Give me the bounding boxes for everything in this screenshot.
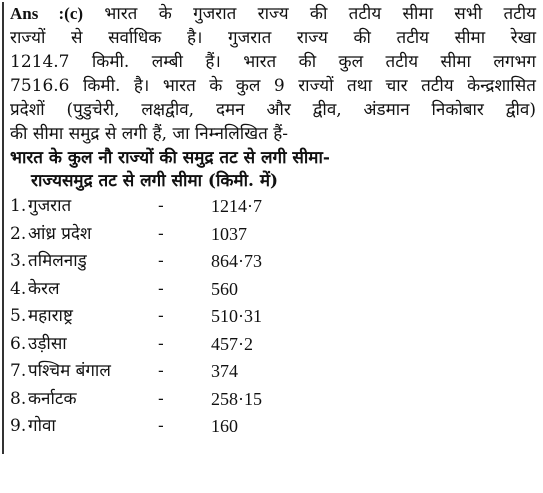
section-heading: भारत के कुल नौ राज्यों की समुद्र तट से लगी सीमा- <box>10 148 330 168</box>
table-row <box>10 248 536 276</box>
row-dash: - <box>158 223 164 244</box>
coastline-value: 160 <box>211 416 238 436</box>
answer-line-text: भारत के गुजरात राज्य की तटीय सीमा सभी तटीय <box>104 4 536 24</box>
left-margin-rule <box>2 2 4 454</box>
coastline-value: 374 <box>211 361 238 381</box>
answer-line <box>10 2 536 26</box>
coastline-value: 258·15 <box>211 388 262 409</box>
answer-line: प्रदेशों (पुडुचेरी, लक्षद्वीव, दमन और द्वीव, अंडमान निकोबार द्वीव) <box>10 100 536 120</box>
row-dash: - <box>158 388 164 409</box>
row-number: 3. <box>10 251 27 271</box>
coastline-value: 1037 <box>211 223 247 244</box>
state-name: केरल <box>28 278 60 299</box>
answer-line: 1214.7 किमी. लम्बी हैं। भारत की कुल तटीय सीमा लगभग <box>10 52 536 72</box>
state-name: गोवा <box>28 416 56 436</box>
row-number: 9. <box>10 416 27 436</box>
row-number: 6. <box>10 333 27 354</box>
row-dash: - <box>158 278 164 299</box>
row-dash: - <box>158 361 164 381</box>
table-row <box>10 386 536 414</box>
coastline-value: 510·31 <box>211 306 262 326</box>
state-name: उड़ीसा <box>28 333 67 354</box>
state-name: गुजरात <box>28 196 72 216</box>
row-dash: - <box>158 251 164 271</box>
state-name: कर्नाटक <box>28 388 77 409</box>
table-subheading: राज्यसमुद्र तट से लगी सीमा (किमी. में) <box>31 171 279 191</box>
row-number: 5. <box>10 306 27 326</box>
state-name: तमिलनाडु <box>28 251 87 271</box>
row-dash: - <box>158 416 164 436</box>
coastline-value: 864·73 <box>211 251 262 271</box>
row-number: 8. <box>10 388 27 409</box>
row-number: 7. <box>10 361 27 381</box>
state-name: महाराष्ट्र <box>28 306 73 326</box>
coastline-value: 1214·7 <box>211 196 262 216</box>
answer-page <box>10 2 536 441</box>
row-dash: - <box>158 333 164 354</box>
table-row <box>10 221 536 249</box>
coastline-value: 560 <box>211 278 238 299</box>
row-dash: - <box>158 306 164 326</box>
row-number: 4. <box>10 278 27 299</box>
answer-label: Ans :(c) <box>10 4 84 23</box>
table-row <box>10 413 536 441</box>
coastline-value: 457·2 <box>211 333 253 354</box>
answer-line: राज्यों से सर्वाधिक है। गुजरात राज्य की तटीय सीमा रेखा <box>10 28 536 48</box>
table-row <box>10 276 536 304</box>
table-row <box>10 193 536 221</box>
answer-line: की सीमा समुद्र से लगी हैं, जा निम्नलिखित हैं- <box>10 124 288 144</box>
table-row <box>10 331 536 359</box>
state-name: आंध्र प्रदेश <box>28 223 92 244</box>
row-number: 2. <box>10 223 27 244</box>
row-number: 1. <box>10 196 27 216</box>
answer-paragraph <box>10 2 536 146</box>
table-row <box>10 303 536 331</box>
coastline-table <box>10 193 536 441</box>
state-name: पश्चिम बंगाल <box>28 361 111 381</box>
answer-line: 7516.6 किमी. है। भारत के कुल 9 राज्यों तथा चार तटीय केन्द्रशासित <box>10 76 536 96</box>
table-row <box>10 358 536 386</box>
row-dash: - <box>158 196 164 216</box>
